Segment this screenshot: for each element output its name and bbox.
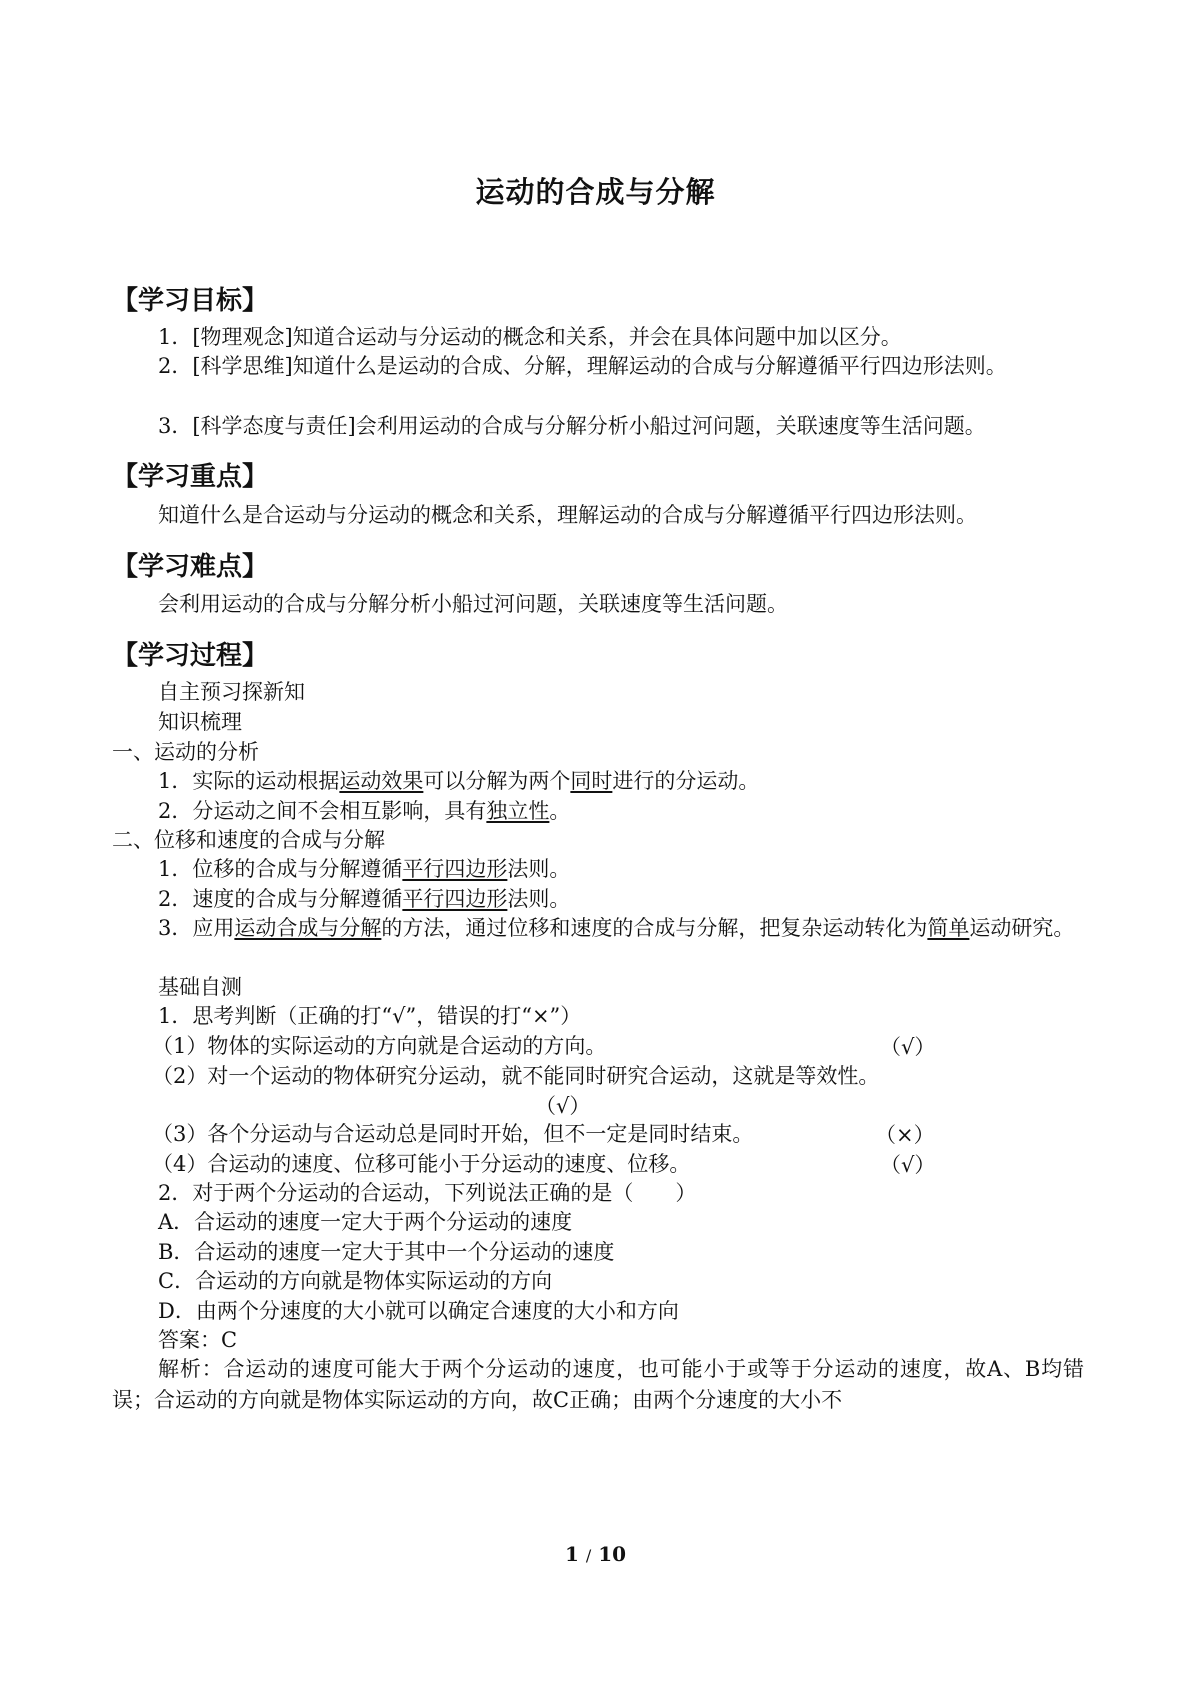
judge-mark-1: （√） <box>880 1035 936 1059</box>
option-b: B．合运动的速度一定大于其中一个分运动的速度 <box>158 1240 615 1264</box>
part2-item-2: 2．速度的合成与分解遵循平行四边形法则。 <box>158 887 571 911</box>
difficulties-text: 会利用运动的合成与分解分析小船过河问题，关联速度等生活问题。 <box>158 592 788 616</box>
objectives-heading: 【学习目标】 <box>112 286 269 316</box>
blank-answer: 运动效果 <box>339 769 424 793</box>
objective-item-2: 2．[科学思维]知道什么是运动的合成、分解，理解运动的合成与分解遵循平行四边形法则。 <box>158 354 1007 378</box>
self-test-title: 基础自测 <box>158 975 242 999</box>
judge-item-3: （3）各个分运动与合运动总是同时开始，但不一定是同时结束。 <box>152 1122 754 1146</box>
page-number <box>0 1542 1191 1566</box>
blank-answer: 独立性 <box>486 799 550 823</box>
option-d: D．由两个分速度的大小就可以确定合速度的大小和方向 <box>158 1299 679 1323</box>
key-points-heading: 【学习重点】 <box>112 462 269 492</box>
judge-mark-3: （×） <box>875 1123 935 1147</box>
blank-answer: 简单 <box>927 916 970 940</box>
judge-item-2: （2）对一个运动的物体研究分运动，就不能同时研究合运动，这就是等效性。 <box>152 1064 880 1088</box>
analysis-text: 解析：合运动的速度可能大于两个分运动的速度，也可能小于或等于分运动的速度，故A、B均错误；合运动的方向就是物体实际运动的方向，故C正确；由两个分速度的大小不 <box>112 1357 1084 1412</box>
judge-mark-4: （√） <box>880 1153 936 1177</box>
part2-item-3: 3．应用运动合成与分解的方法，通过位移和速度的合成与分解，把复杂运动转化为简单运动研究。 <box>158 916 1075 940</box>
key-points-text: 知道什么是合运动与分运动的概念和关系，理解运动的合成与分解遵循平行四边形法则。 <box>158 503 977 527</box>
blank-answer: 平行四边形 <box>402 857 508 881</box>
part1-item-2: 2．分运动之间不会相互影响，具有独立性。 <box>158 799 571 823</box>
blank-answer: 同时 <box>570 769 613 793</box>
q2-stem: 2．对于两个分运动的合运动，下列说法正确的是（ ） <box>158 1181 697 1205</box>
difficulties-heading: 【学习难点】 <box>112 552 269 582</box>
total-pages: 10 <box>598 1542 627 1566</box>
blank-answer: 运动合成与分解 <box>234 916 382 940</box>
document-title: 运动的合成与分解 <box>475 175 716 209</box>
judge-item-1: （1）物体的实际运动的方向就是合运动的方向。 <box>152 1034 607 1058</box>
blank-answer: 平行四边形 <box>402 887 508 911</box>
part1-title: 一、运动的分析 <box>112 740 259 764</box>
q1-stem: 1．思考判断（正确的打“√”，错误的打“×”） <box>158 1004 582 1028</box>
judge-mark-2: （√） <box>535 1094 591 1118</box>
part2-item-1: 1．位移的合成与分解遵循平行四边形法则。 <box>158 857 571 881</box>
answer-line: 答案：C <box>158 1328 238 1352</box>
objective-item-3: 3．[科学态度与责任]会利用运动的合成与分解分析小船过河问题，关联速度等生活问题。 <box>158 414 986 438</box>
process-heading: 【学习过程】 <box>112 641 269 671</box>
option-c: C．合运动的方向就是物体实际运动的方向 <box>158 1269 553 1293</box>
option-a: A．合运动的速度一定大于两个分运动的速度 <box>158 1210 573 1234</box>
part2-title: 二、位移和速度的合成与分解 <box>112 828 385 852</box>
preview-label: 自主预习探新知 <box>158 680 305 704</box>
objective-item-1: 1．[物理观念]知道合运动与分运动的概念和关系，并会在具体问题中加以区分。 <box>158 325 902 349</box>
current-page: 1 <box>564 1542 579 1566</box>
page-separator: / <box>585 1546 592 1565</box>
review-label: 知识梳理 <box>158 710 242 734</box>
part1-item-1: 1．实际的运动根据运动效果可以分解为两个同时进行的分运动。 <box>158 769 760 793</box>
judge-item-4: （4）合运动的速度、位移可能小于分运动的速度、位移。 <box>152 1152 691 1176</box>
